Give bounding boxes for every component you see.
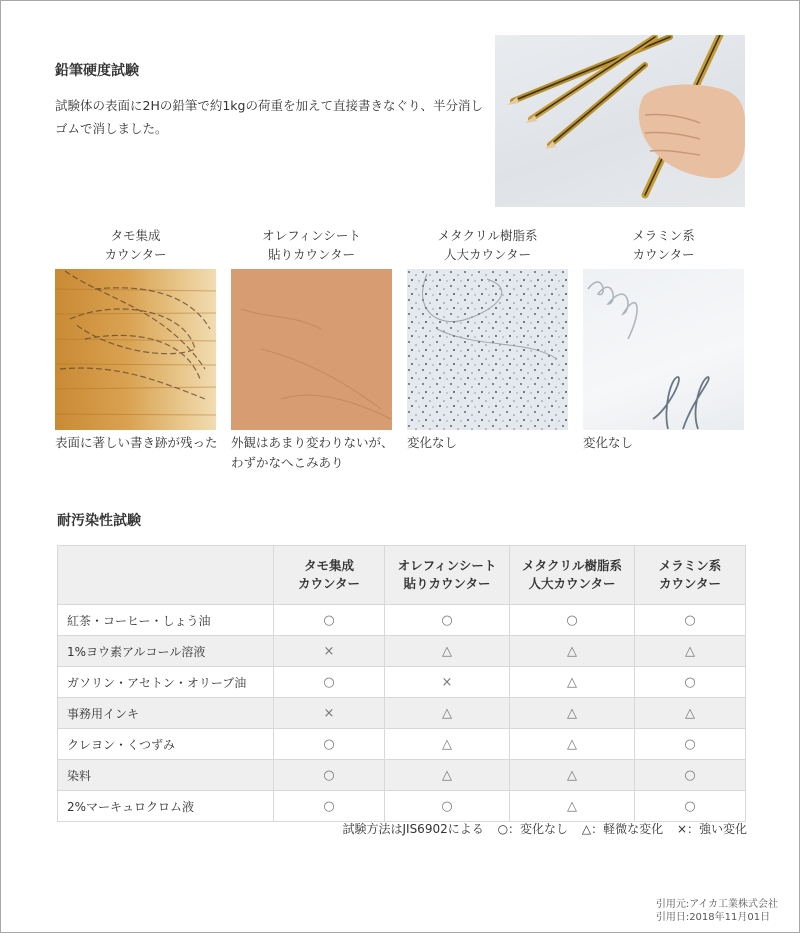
result-cell: △ bbox=[635, 698, 746, 729]
table-row bbox=[58, 791, 746, 822]
header-line1: メタクリル樹脂系 bbox=[521, 558, 622, 573]
result-cell: ○ bbox=[635, 791, 746, 822]
sample-title-methacrylic bbox=[407, 226, 568, 264]
sample-title-tamo bbox=[55, 226, 216, 264]
header-line2: 人大カウンター bbox=[528, 576, 616, 591]
table-header-olefin bbox=[385, 546, 510, 605]
sample-image-melamine bbox=[583, 269, 744, 430]
sample-image-tamo bbox=[55, 269, 216, 430]
result-cell: ○ bbox=[635, 667, 746, 698]
sample-title-line2: 人大カウンター bbox=[443, 247, 531, 262]
sample-result-melamine: 変化なし bbox=[583, 435, 634, 450]
sample-title-line1: メラミン系 bbox=[632, 228, 695, 243]
result-cell: ○ bbox=[274, 667, 385, 698]
header-line1: タモ集成 bbox=[303, 558, 354, 573]
stain-test-title: 耐汚染性試験 bbox=[57, 513, 141, 529]
row-label: 事務用インキ bbox=[58, 698, 274, 729]
result-cell: △ bbox=[385, 729, 510, 760]
row-label: クレヨン・くつずみ bbox=[58, 729, 274, 760]
result-cell: △ bbox=[635, 636, 746, 667]
result-cell: ○ bbox=[635, 605, 746, 636]
result-cell: ○ bbox=[274, 760, 385, 791]
header-line1: メラミン系 bbox=[658, 558, 722, 573]
faint-marks-illustration bbox=[231, 269, 392, 430]
sample-title-line2: カウンター bbox=[632, 247, 695, 262]
scratch-marks-illustration bbox=[55, 269, 216, 430]
table-row bbox=[58, 605, 746, 636]
sample-title-melamine bbox=[583, 226, 744, 264]
row-label: 染料 bbox=[58, 760, 274, 791]
sample-result-tamo: 表面に著しい書き跡が残った bbox=[55, 435, 218, 450]
result-cell: △ bbox=[385, 698, 510, 729]
table-row bbox=[58, 729, 746, 760]
result-cell: △ bbox=[510, 729, 635, 760]
result-cell: × bbox=[385, 667, 510, 698]
pencil-grip-illustration bbox=[495, 35, 745, 207]
result-cell: ○ bbox=[274, 791, 385, 822]
table-row bbox=[58, 698, 746, 729]
pencils-hero-image bbox=[495, 35, 745, 207]
result-cell: △ bbox=[510, 760, 635, 791]
result-cell: × bbox=[274, 636, 385, 667]
result-cell: △ bbox=[385, 760, 510, 791]
result-cell: △ bbox=[510, 791, 635, 822]
citation bbox=[656, 898, 778, 924]
sample-title-line1: メタクリル樹脂系 bbox=[437, 228, 538, 243]
header-line2: 貼りカウンター bbox=[403, 576, 491, 591]
sample-image-methacrylic bbox=[407, 269, 568, 430]
sample-title-line1: オレフィンシート bbox=[262, 228, 361, 243]
header-line1: オレフィンシート bbox=[397, 558, 497, 573]
result-cell: △ bbox=[510, 667, 635, 698]
result-cell: △ bbox=[385, 636, 510, 667]
sample-title-line1: タモ集成 bbox=[110, 228, 161, 243]
stain-resistance-table bbox=[57, 545, 746, 822]
table-row bbox=[58, 667, 746, 698]
citation-date: 引用日:2018年11月01日 bbox=[655, 912, 771, 923]
test-method-legend bbox=[342, 820, 747, 837]
table-header-empty bbox=[58, 546, 274, 605]
table-header-tamo bbox=[274, 546, 385, 605]
sample-result-methacrylic: 変化なし bbox=[407, 435, 458, 450]
row-label: 1%ヨウ素アルコール溶液 bbox=[58, 636, 274, 667]
result-cell: ○ bbox=[635, 729, 746, 760]
result-cell: ○ bbox=[510, 605, 635, 636]
table-row bbox=[58, 760, 746, 791]
result-cell: ○ bbox=[385, 605, 510, 636]
test-method-text: 試験方法はJIS6902による bbox=[342, 822, 484, 836]
table-row bbox=[58, 636, 746, 667]
table-header-melamine bbox=[635, 546, 746, 605]
result-cell: △ bbox=[510, 636, 635, 667]
legend-cross: ×：強い変化 bbox=[676, 822, 747, 836]
legend-circle: ○：変化なし bbox=[497, 822, 569, 836]
row-label: 紅茶・コーヒー・しょう油 bbox=[58, 605, 274, 636]
pencil-test-description: 試験体の表面に2Hの鉛筆で約1kgの荷重を加えて直接書きなぐり、半分消しゴムで消しました。 bbox=[55, 98, 483, 136]
result-cell: ○ bbox=[385, 791, 510, 822]
header-line2: カウンター bbox=[297, 576, 360, 591]
result-cell: △ bbox=[510, 698, 635, 729]
result-cell: ○ bbox=[274, 729, 385, 760]
header-line2: カウンター bbox=[658, 576, 721, 591]
sample-title-olefin bbox=[231, 226, 392, 264]
sample-result-olefin: 外観はあまり変わりないが、わずかなへこみあり bbox=[231, 435, 394, 470]
sample-title-line2: 貼りカウンター bbox=[267, 247, 355, 262]
row-label: 2%マーキュロクロム液 bbox=[58, 791, 274, 822]
result-cell: ○ bbox=[635, 760, 746, 791]
row-label: ガソリン・アセトン・オリーブ油 bbox=[58, 667, 274, 698]
sample-title-line2: カウンター bbox=[104, 247, 167, 262]
table-header-row bbox=[58, 546, 746, 605]
legend-triangle: △：軽微な変化 bbox=[581, 822, 664, 836]
result-cell: ○ bbox=[274, 605, 385, 636]
pencil-test-title: 鉛筆硬度試験 bbox=[55, 63, 139, 79]
result-cell: × bbox=[274, 698, 385, 729]
table-header-methacrylic bbox=[510, 546, 635, 605]
pencil-lines-illustration bbox=[583, 269, 744, 430]
speckle-pattern-illustration bbox=[407, 269, 568, 430]
sample-image-olefin bbox=[231, 269, 392, 430]
citation-source: 引用元:アイカ工業株式会社 bbox=[655, 899, 778, 910]
